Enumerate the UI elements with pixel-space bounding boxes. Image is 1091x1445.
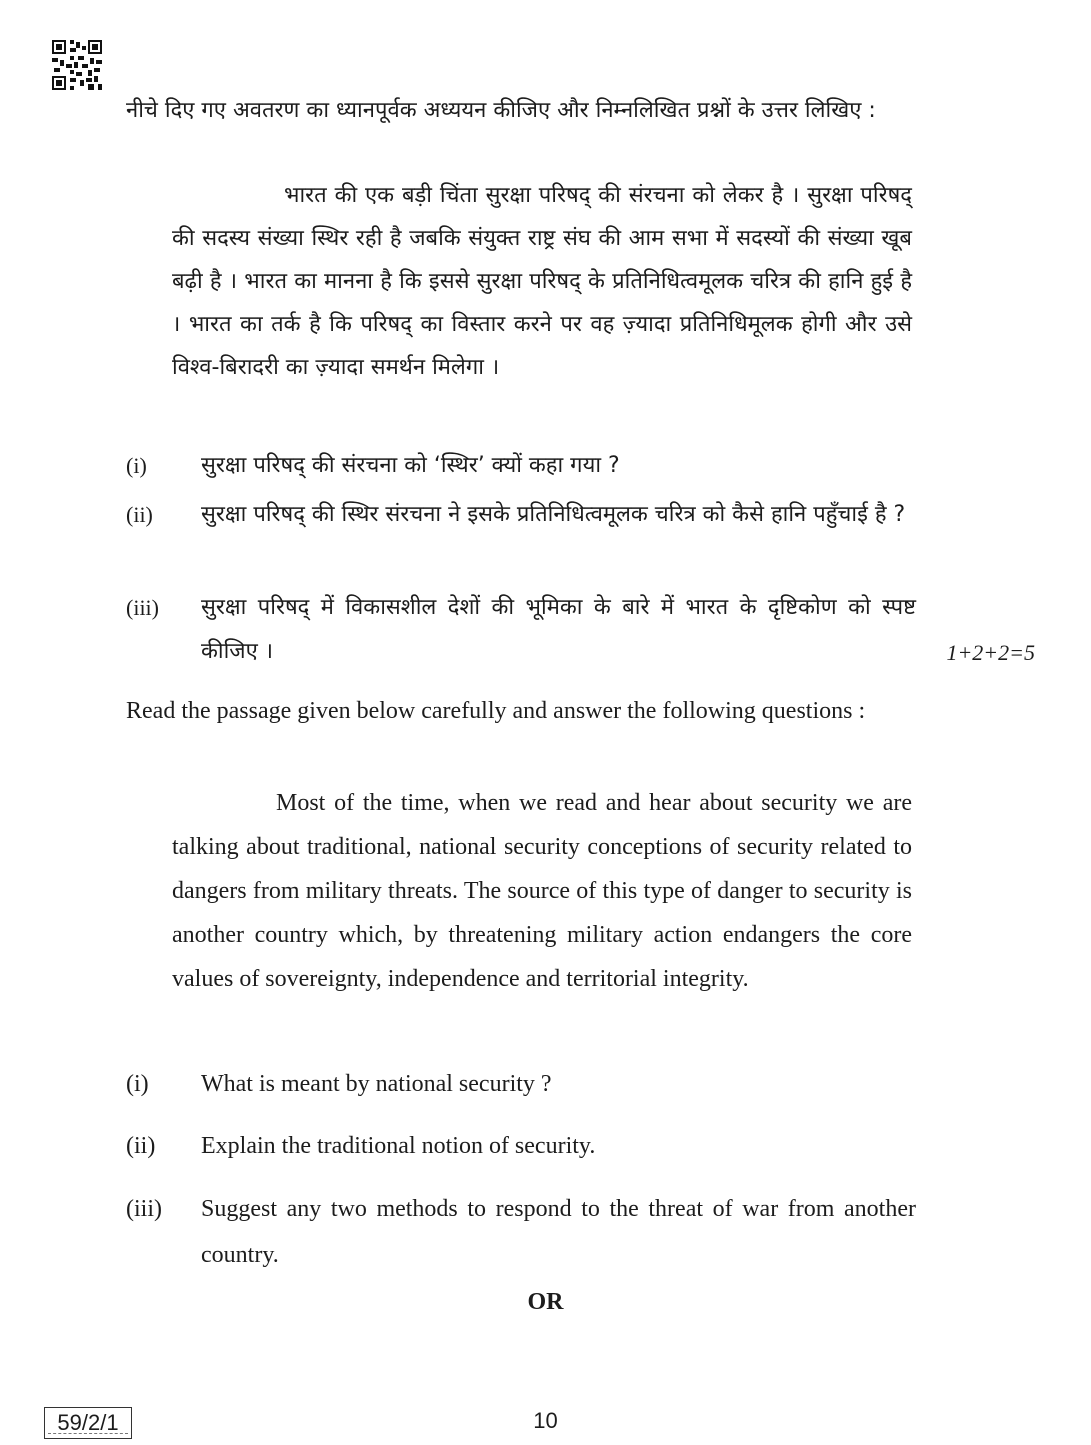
english-question-3 [126,1186,916,1278]
english-question-1 [126,1061,916,1107]
english-question-2 [126,1123,916,1169]
question-number: (iii) [126,595,159,620]
question-number: (ii) [126,1133,156,1159]
hindi-passage [172,174,912,389]
question-number: (ii) [126,502,153,527]
english-passage-text: Most of the time, when we read and hear about security we are talking about traditional, national security conceptions of security related to dangers from military threats. The source of this type of danger to security is another country which, by threatening military action endangers the core values of sovereignty, independence and territorial integrity. [172,790,912,992]
question-text: Suggest any two methods to respond to the threat of war from another country. [201,1196,916,1268]
question-text: सुरक्षा परिषद् की संरचना को ‘स्थिर’ क्यों कहा गया ? [201,453,620,478]
english-instructions: Read the passage given below carefully and answer the following questions : [126,698,866,724]
question-text: Explain the traditional notion of security. [201,1133,596,1159]
question-number: (iii) [126,1196,162,1222]
qr-code-icon [52,40,102,90]
hindi-question-2 [126,493,916,537]
hindi-instructions: नीचे दिए गए अवतरण का ध्यानपूर्वक अध्ययन कीजिए और निम्नलिखित प्रश्नों के उत्तर लिखिए : [126,98,876,123]
question-text: What is meant by national security ? [201,1071,552,1097]
english-passage [172,781,912,1001]
page-number: 10 [533,1408,558,1433]
hindi-passage-text: भारत की एक बड़ी चिंता सुरक्षा परिषद् की संरचना को लेकर है । सुरक्षा परिषद् की सदस्य संख्या स्थिर रही है जबकि संयुक्त राष्ट्र संघ की आम सभा में सदस्यों की संख्या खूब बढ़ी है । भारत का मानना है कि इससे सुरक्षा परिषद् के प्रतिनिधित्वमूलक चरित्र की हानि हुई है । भारत का तर्क है कि परिषद् का विस्तार करने पर वह ज़्यादा प्रतिनिधिमूलक होगी और उसे विश्व-बिरादरी का ज़्यादा समर्थन मिलेगा । [172,183,912,380]
question-text: सुरक्षा परिषद् की स्थिर संरचना ने इसके प्रतिनिधित्वमूलक चरित्र को कैसे हानि पहुँचाई है ? [201,502,906,527]
question-number: (i) [126,1071,149,1097]
question-number: (i) [126,453,147,478]
question-text: सुरक्षा परिषद् में विकासशील देशों की भूमिका के बारे में भारत के दृष्टिकोण को स्पष्ट कीजिए । [201,595,916,664]
hindi-question-1 [126,444,916,488]
or-divider: OR [527,1289,564,1315]
marks-allocation: 1+2+2=5 [946,640,1035,665]
hindi-question-3 [126,586,916,674]
paper-code-box: 59/2/1 [44,1407,132,1439]
